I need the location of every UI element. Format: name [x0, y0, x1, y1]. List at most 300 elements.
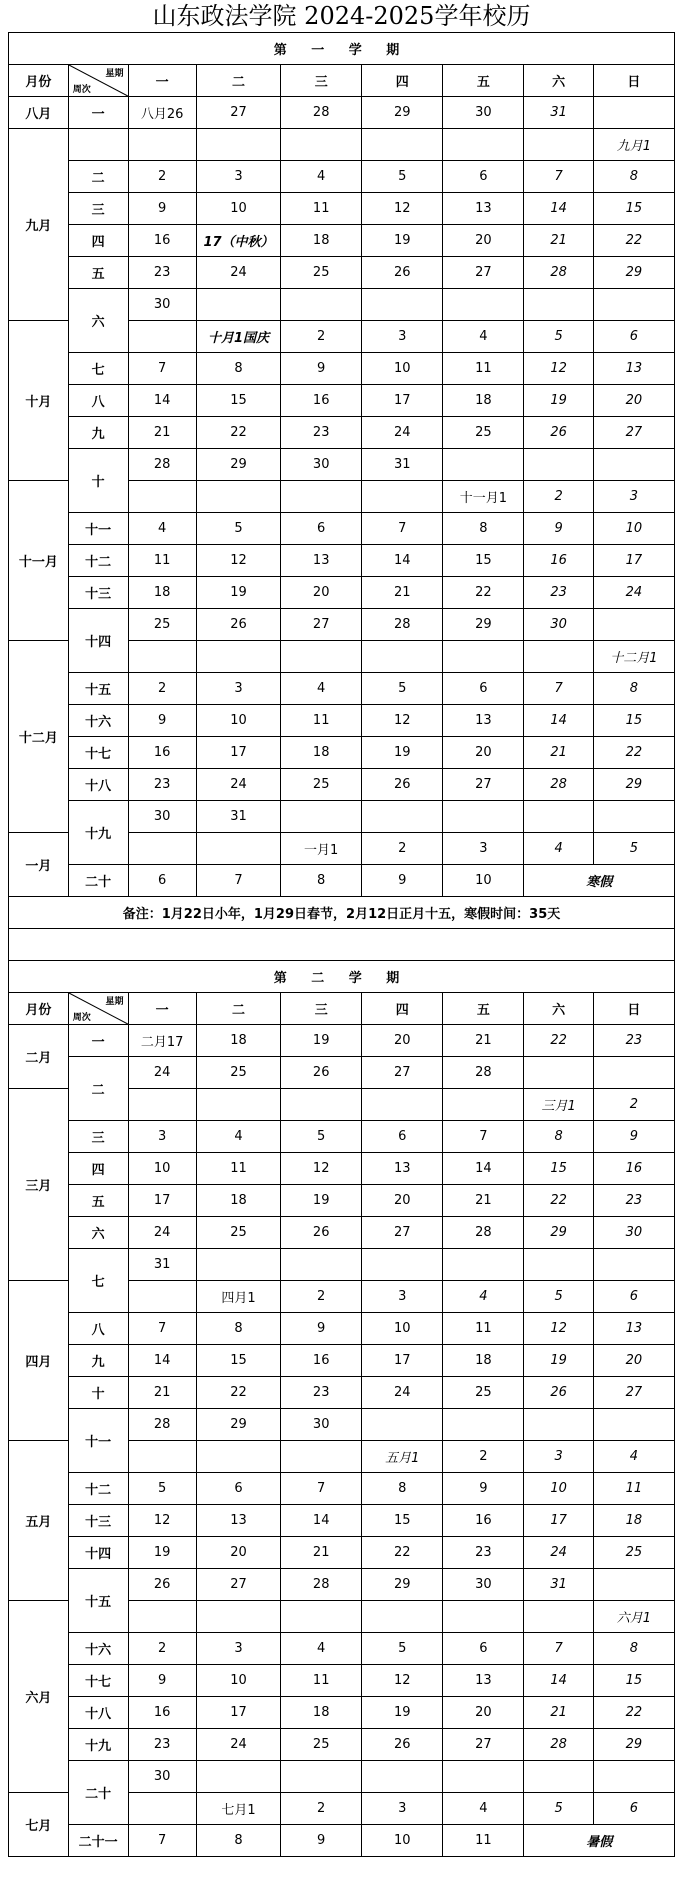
- date-cell: 12: [362, 1665, 443, 1697]
- week-number: 八: [68, 1313, 128, 1345]
- date-cell: 11: [443, 1313, 524, 1345]
- date-cell: 12: [281, 1153, 362, 1185]
- date-cell: 16: [128, 737, 196, 769]
- date-cell: 23: [524, 577, 593, 609]
- date-cell: 16: [281, 1345, 362, 1377]
- week-row: [9, 1729, 675, 1761]
- month-cell: 十二月: [9, 641, 69, 833]
- date-cell: 3: [593, 481, 674, 513]
- semester-1-table: [8, 32, 675, 961]
- week-day-diagonal-header: [68, 65, 128, 97]
- date-cell: 7: [128, 353, 196, 385]
- week-row: [9, 1025, 675, 1057]
- date-cell: 16: [524, 545, 593, 577]
- week-number: 十一: [68, 513, 128, 545]
- week-number: 十三: [68, 577, 128, 609]
- date-cell: 24: [362, 1377, 443, 1409]
- date-cell: 6: [362, 1121, 443, 1153]
- week-row: [9, 257, 675, 289]
- date-cell: 26: [281, 1057, 362, 1089]
- date-cell: 27: [362, 1217, 443, 1249]
- date-cell: 14: [362, 545, 443, 577]
- date-cell: [362, 641, 443, 673]
- week-row: [9, 193, 675, 225]
- date-cell: 一月1: [281, 833, 362, 865]
- date-cell: 5: [362, 1633, 443, 1665]
- date-cell: 22: [524, 1025, 593, 1057]
- week-row: [9, 1697, 675, 1729]
- date-cell: 25: [128, 609, 196, 641]
- date-cell: 14: [128, 385, 196, 417]
- week-row: [9, 449, 675, 481]
- date-cell: 30: [281, 1409, 362, 1441]
- date-cell: 9: [128, 705, 196, 737]
- date-cell: 15: [196, 1345, 280, 1377]
- month-cell: 十一月: [9, 481, 69, 641]
- date-cell: [128, 481, 196, 513]
- date-cell: 11: [281, 193, 362, 225]
- date-cell: [362, 1249, 443, 1281]
- date-cell: 2: [128, 161, 196, 193]
- date-cell: 23: [128, 769, 196, 801]
- week-number: 五: [68, 257, 128, 289]
- date-cell: 24: [128, 1217, 196, 1249]
- date-cell: 15: [362, 1505, 443, 1537]
- date-cell: [128, 641, 196, 673]
- date-cell: 21: [524, 1697, 593, 1729]
- week-row: [9, 1153, 675, 1185]
- week-row: [9, 545, 675, 577]
- date-cell: 29: [362, 1569, 443, 1601]
- week-row: [9, 1409, 675, 1441]
- week-number: 九: [68, 1345, 128, 1377]
- date-cell: 10: [362, 1825, 443, 1857]
- day-header: 三: [281, 993, 362, 1025]
- date-cell: 23: [128, 1729, 196, 1761]
- date-cell: 2: [281, 1793, 362, 1825]
- week-row: [9, 801, 675, 833]
- date-cell: 26: [524, 1377, 593, 1409]
- date-cell: 4: [281, 161, 362, 193]
- date-cell: [281, 129, 362, 161]
- date-cell: 6: [443, 673, 524, 705]
- week-number: 十九: [68, 801, 128, 865]
- week-number: 十: [68, 449, 128, 513]
- week-row: [9, 1057, 675, 1089]
- week-row: [9, 769, 675, 801]
- date-cell: 29: [196, 449, 280, 481]
- date-cell: [524, 1249, 593, 1281]
- week-row: [9, 577, 675, 609]
- date-cell: [128, 1793, 196, 1825]
- month-cell: 二月: [9, 1025, 69, 1089]
- date-cell: 10: [443, 865, 524, 897]
- date-cell: 27: [196, 1569, 280, 1601]
- week-row: [9, 705, 675, 737]
- date-cell: 28: [524, 769, 593, 801]
- date-cell: [128, 1089, 196, 1121]
- date-cell: 7: [196, 865, 280, 897]
- date-cell: 18: [128, 577, 196, 609]
- date-cell: 8: [362, 1473, 443, 1505]
- date-cell: [443, 1089, 524, 1121]
- date-cell: [281, 1601, 362, 1633]
- date-cell: 14: [524, 705, 593, 737]
- date-cell: [281, 1441, 362, 1473]
- date-cell: 3: [128, 1121, 196, 1153]
- day-header: 日: [593, 993, 674, 1025]
- week-number: 十六: [68, 1633, 128, 1665]
- date-cell: 10: [128, 1153, 196, 1185]
- date-cell: 17: [196, 737, 280, 769]
- date-cell: 22: [362, 1537, 443, 1569]
- date-cell: 29: [524, 1217, 593, 1249]
- date-cell: 25: [196, 1217, 280, 1249]
- day-header: 二: [196, 65, 280, 97]
- week-row: [9, 1377, 675, 1409]
- date-cell: [362, 129, 443, 161]
- date-cell: 29: [443, 609, 524, 641]
- date-cell: 11: [196, 1153, 280, 1185]
- date-cell: 20: [593, 385, 674, 417]
- date-cell: 13: [443, 705, 524, 737]
- vacation-cell: 寒假: [524, 865, 675, 897]
- date-cell: 27: [281, 609, 362, 641]
- date-cell: 5: [281, 1121, 362, 1153]
- date-cell: 15: [593, 1665, 674, 1697]
- date-cell: [196, 129, 280, 161]
- week-row: [9, 1249, 675, 1281]
- date-cell: 17: [362, 1345, 443, 1377]
- date-cell: 19: [281, 1185, 362, 1217]
- date-cell: 3: [362, 1281, 443, 1313]
- date-cell: [128, 1441, 196, 1473]
- month-cell: 五月: [9, 1441, 69, 1601]
- date-cell: 10: [362, 353, 443, 385]
- month-cell: 八月: [9, 97, 69, 129]
- week-row: [9, 1569, 675, 1601]
- date-cell: [362, 1409, 443, 1441]
- date-cell: 8: [196, 353, 280, 385]
- date-cell: 五月1: [362, 1441, 443, 1473]
- date-cell: 19: [362, 737, 443, 769]
- weekday-label: 星期: [105, 997, 124, 1007]
- date-cell: 14: [281, 1505, 362, 1537]
- date-cell: [524, 1761, 593, 1793]
- date-cell: 24: [196, 769, 280, 801]
- date-cell: 23: [443, 1537, 524, 1569]
- date-cell: 25: [443, 417, 524, 449]
- date-cell: 6: [128, 865, 196, 897]
- week-number: 七: [68, 1249, 128, 1313]
- week-row: [9, 289, 675, 321]
- date-cell: 19: [362, 1697, 443, 1729]
- week-row: [9, 513, 675, 545]
- date-cell: [128, 321, 196, 353]
- week-number: 十四: [68, 609, 128, 673]
- date-cell: 13: [593, 353, 674, 385]
- week-number: 八: [68, 385, 128, 417]
- date-cell: 27: [196, 97, 280, 129]
- date-cell: 30: [593, 1217, 674, 1249]
- week-number: 七: [68, 353, 128, 385]
- week-day-diagonal-header: [68, 993, 128, 1025]
- date-cell: 30: [443, 97, 524, 129]
- date-cell: 24: [362, 417, 443, 449]
- week-number: 二十一: [68, 1825, 128, 1857]
- date-cell: 21: [524, 225, 593, 257]
- week-row: [9, 161, 675, 193]
- date-cell: 2: [593, 1089, 674, 1121]
- date-cell: [443, 1761, 524, 1793]
- date-cell: 27: [593, 1377, 674, 1409]
- date-cell: 22: [196, 1377, 280, 1409]
- semester-title-row: [9, 33, 675, 65]
- date-cell: 26: [362, 257, 443, 289]
- date-cell: 18: [196, 1025, 280, 1057]
- date-cell: [362, 481, 443, 513]
- date-cell: 28: [281, 97, 362, 129]
- date-cell: 15: [196, 385, 280, 417]
- date-cell: 8: [281, 865, 362, 897]
- date-cell: 20: [362, 1185, 443, 1217]
- date-cell: 3: [443, 833, 524, 865]
- date-cell: 30: [281, 449, 362, 481]
- date-cell: [524, 801, 593, 833]
- week-number: 四: [68, 225, 128, 257]
- semester-title: 第 一 学 期: [9, 33, 675, 65]
- date-cell: 6: [593, 1281, 674, 1313]
- date-cell: 6: [281, 513, 362, 545]
- date-cell: [196, 289, 280, 321]
- date-cell: [128, 1281, 196, 1313]
- week-number: 十九: [68, 1729, 128, 1761]
- week-row: [9, 1121, 675, 1153]
- page-title: 山东政法学院 2024-2025学年校历: [152, 2, 531, 30]
- date-cell: [281, 1249, 362, 1281]
- date-cell: 27: [443, 257, 524, 289]
- date-cell: 25: [281, 1729, 362, 1761]
- week-row: [9, 673, 675, 705]
- date-cell: 10: [524, 1473, 593, 1505]
- date-cell: 23: [593, 1185, 674, 1217]
- week-row: [9, 737, 675, 769]
- date-cell: 10: [196, 1665, 280, 1697]
- date-cell: 12: [524, 1313, 593, 1345]
- date-cell: 九月1: [593, 129, 674, 161]
- date-cell: 27: [593, 417, 674, 449]
- date-cell: [593, 289, 674, 321]
- date-cell: 2: [443, 1441, 524, 1473]
- date-cell: 3: [524, 1441, 593, 1473]
- date-cell: 6: [593, 1793, 674, 1825]
- date-cell: [593, 449, 674, 481]
- date-cell: [196, 833, 280, 865]
- date-cell: [593, 1409, 674, 1441]
- date-cell: 4: [524, 833, 593, 865]
- week-row: [9, 865, 675, 897]
- date-cell: 7: [524, 673, 593, 705]
- date-cell: [443, 449, 524, 481]
- date-cell: 9: [281, 353, 362, 385]
- date-cell: 30: [524, 609, 593, 641]
- date-cell: 31: [128, 1249, 196, 1281]
- date-cell: 26: [196, 609, 280, 641]
- date-cell: [128, 129, 196, 161]
- date-cell: 22: [593, 225, 674, 257]
- week-row: [9, 1761, 675, 1793]
- date-cell: 10: [196, 705, 280, 737]
- day-header: 一: [128, 65, 196, 97]
- date-cell: [362, 801, 443, 833]
- date-cell: 28: [524, 1729, 593, 1761]
- date-cell: 2: [128, 1633, 196, 1665]
- day-header: 五: [443, 65, 524, 97]
- date-cell: 5: [362, 673, 443, 705]
- date-cell: 31: [524, 97, 593, 129]
- date-cell: 5: [128, 1473, 196, 1505]
- week-number: 六: [68, 1217, 128, 1249]
- week-row: [9, 1505, 675, 1537]
- date-cell: 25: [196, 1057, 280, 1089]
- month-cell: 九月: [9, 129, 69, 321]
- date-cell: 25: [443, 1377, 524, 1409]
- week-row: [9, 353, 675, 385]
- date-cell: 七月1: [196, 1793, 280, 1825]
- date-cell: 17: [128, 1185, 196, 1217]
- week-number: 一: [68, 1025, 128, 1057]
- week-number: 三: [68, 193, 128, 225]
- spacer: [9, 929, 675, 961]
- date-cell: 4: [196, 1121, 280, 1153]
- date-cell: 11: [128, 545, 196, 577]
- date-cell: 8: [524, 1121, 593, 1153]
- date-cell: 2: [524, 481, 593, 513]
- date-cell: 5: [524, 321, 593, 353]
- day-header: 四: [362, 993, 443, 1025]
- date-cell: 19: [281, 1025, 362, 1057]
- week-number: 五: [68, 1185, 128, 1217]
- weekday-label: 星期: [105, 69, 124, 79]
- date-cell: 10: [593, 513, 674, 545]
- date-cell: 29: [593, 769, 674, 801]
- date-cell: 23: [281, 1377, 362, 1409]
- week-number: 二十: [68, 1761, 128, 1825]
- week-number: 二十: [68, 865, 128, 897]
- date-cell: 3: [362, 321, 443, 353]
- date-cell: [593, 97, 674, 129]
- date-cell: [196, 1441, 280, 1473]
- date-cell: 18: [281, 737, 362, 769]
- date-cell: [443, 129, 524, 161]
- week-row: [9, 1537, 675, 1569]
- week-row: [9, 1345, 675, 1377]
- date-cell: 18: [593, 1505, 674, 1537]
- header-row: [9, 993, 675, 1025]
- date-cell: 26: [362, 769, 443, 801]
- date-cell: 4: [443, 321, 524, 353]
- date-cell: 7: [524, 161, 593, 193]
- week-number: 六: [68, 289, 128, 353]
- week-row: [9, 1825, 675, 1857]
- date-cell: 六月1: [593, 1601, 674, 1633]
- week-number: 一: [68, 97, 128, 129]
- date-cell: 22: [593, 737, 674, 769]
- note-row: [9, 897, 675, 929]
- date-cell: 9: [281, 1825, 362, 1857]
- week-number: 十七: [68, 1665, 128, 1697]
- date-cell: [443, 641, 524, 673]
- date-cell: 12: [196, 545, 280, 577]
- date-cell: 2: [281, 1281, 362, 1313]
- date-cell: 28: [524, 257, 593, 289]
- date-cell: 十月1国庆: [196, 321, 280, 353]
- date-cell: [524, 449, 593, 481]
- week-number: 十五: [68, 1569, 128, 1633]
- date-cell: 22: [443, 577, 524, 609]
- day-header: 六: [524, 993, 593, 1025]
- date-cell: [593, 609, 674, 641]
- date-cell: 3: [362, 1793, 443, 1825]
- date-cell: [524, 1601, 593, 1633]
- week-row: [9, 129, 675, 161]
- date-cell: [281, 641, 362, 673]
- date-cell: 10: [196, 193, 280, 225]
- date-cell: 13: [281, 545, 362, 577]
- date-cell: 18: [443, 385, 524, 417]
- date-cell: 28: [128, 1409, 196, 1441]
- date-cell: 13: [593, 1313, 674, 1345]
- date-cell: [524, 1409, 593, 1441]
- week-number: 四: [68, 1153, 128, 1185]
- week-number: [68, 129, 128, 161]
- week-number: 十二: [68, 1473, 128, 1505]
- date-cell: 11: [281, 1665, 362, 1697]
- date-cell: 25: [281, 257, 362, 289]
- date-cell: 11: [281, 705, 362, 737]
- date-cell: [196, 641, 280, 673]
- date-cell: 9: [593, 1121, 674, 1153]
- week-row: [9, 1185, 675, 1217]
- date-cell: 25: [281, 769, 362, 801]
- month-cell: 一月: [9, 833, 69, 897]
- date-cell: [362, 289, 443, 321]
- day-header: 一: [128, 993, 196, 1025]
- week-row: [9, 1473, 675, 1505]
- week-number-label: 周次: [72, 1013, 91, 1023]
- date-cell: [443, 1249, 524, 1281]
- date-cell: 20: [362, 1025, 443, 1057]
- date-cell: 20: [443, 737, 524, 769]
- date-cell: [443, 1601, 524, 1633]
- date-cell: 12: [362, 705, 443, 737]
- date-cell: 16: [128, 1697, 196, 1729]
- week-row: [9, 1313, 675, 1345]
- day-header: 五: [443, 993, 524, 1025]
- date-cell: 二月17: [128, 1025, 196, 1057]
- week-number: 三: [68, 1121, 128, 1153]
- date-cell: 11: [443, 353, 524, 385]
- date-cell: 13: [196, 1505, 280, 1537]
- date-cell: 30: [128, 289, 196, 321]
- date-cell: 5: [362, 161, 443, 193]
- date-cell: 2: [128, 673, 196, 705]
- date-cell: 3: [196, 673, 280, 705]
- week-row: [9, 385, 675, 417]
- month-cell: 四月: [9, 1281, 69, 1441]
- spacer-row: [9, 929, 675, 961]
- date-cell: 20: [443, 225, 524, 257]
